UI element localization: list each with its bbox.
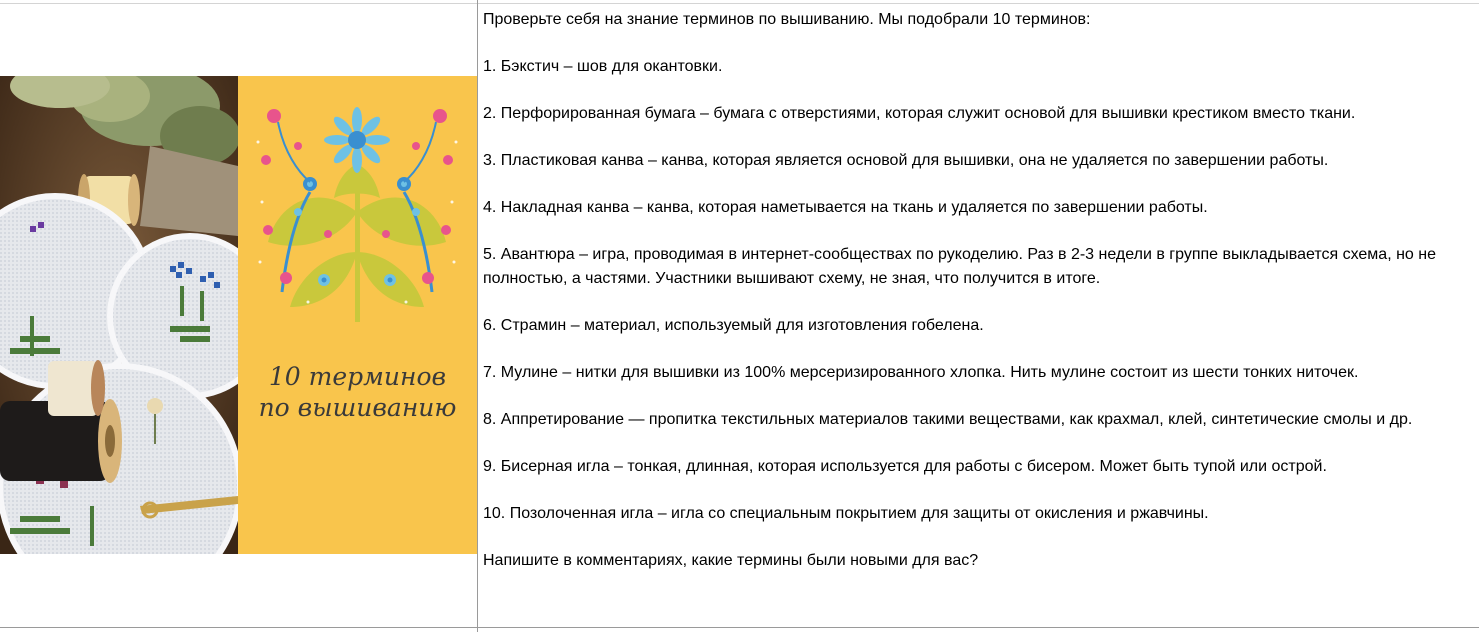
embedded-post-image[interactable] bbox=[0, 76, 477, 554]
term-item: 2. Перфорированная бумага – бумага с отверстиями, которая служит основой для вышивки крестиком вместо ткани. bbox=[483, 105, 1356, 122]
folk-floral-ornament bbox=[238, 102, 477, 322]
poster-title-line2: по вышиванию bbox=[258, 393, 457, 422]
term-item: 7. Мулине – нитки для вышивки из 100% мерсеризированного хлопка. Нить мулине состоит из шести тонких ниточек. bbox=[483, 363, 1359, 381]
poster-title-line1: 10 терминов bbox=[268, 362, 447, 391]
column-divider bbox=[477, 0, 478, 632]
row-gridline-bottom bbox=[0, 627, 1479, 628]
post-intro: Проверьте себя на знание терминов по вышиванию. Мы подобрали 10 терминов: bbox=[483, 11, 1091, 28]
term-item: 8. Аппретирование — пропитка текстильных материалов такими веществами, как крахмал, клей, синтетические смолы и др. bbox=[483, 410, 1413, 428]
term-item: 10. Позолоченная игла – игла со специальным покрытием для защиты от окисления и ржавчины. bbox=[483, 504, 1209, 522]
term-item: 3. Пластиковая канва – канва, которая является основой для вышивки, она не удаляется по завершении работы. bbox=[483, 152, 1329, 169]
term-item: 4. Накладная канва – канва, которая наметывается на ткань и удаляется по завершении работы. bbox=[483, 199, 1208, 216]
term-item: 1. Бэкстич – шов для окантовки. bbox=[483, 58, 723, 75]
row-gridline-top bbox=[0, 3, 1479, 4]
poster-panel bbox=[238, 76, 477, 554]
post-outro: Напишите в комментариях, какие термины были новыми для вас? bbox=[483, 551, 979, 569]
poster-title bbox=[238, 361, 477, 423]
post-text-cell[interactable] bbox=[483, 8, 1477, 572]
term-item: 5. Авантюра – игра, проводимая в интернет-сообществах по рукоделию. Раз в 2-3 недели в группе выкладывается схема, но не полностью, а частями. Участники вышивают схему, не зная, что получится в итоге. bbox=[483, 246, 1437, 287]
term-item: 6. Страмин – материал, используемый для изготовления гобелена. bbox=[483, 316, 984, 334]
term-item: 9. Бисерная игла – тонкая, длинная, которая используется для работы с бисером. Может быть тупой или острой. bbox=[483, 457, 1327, 475]
embroidery-photo bbox=[0, 76, 238, 554]
